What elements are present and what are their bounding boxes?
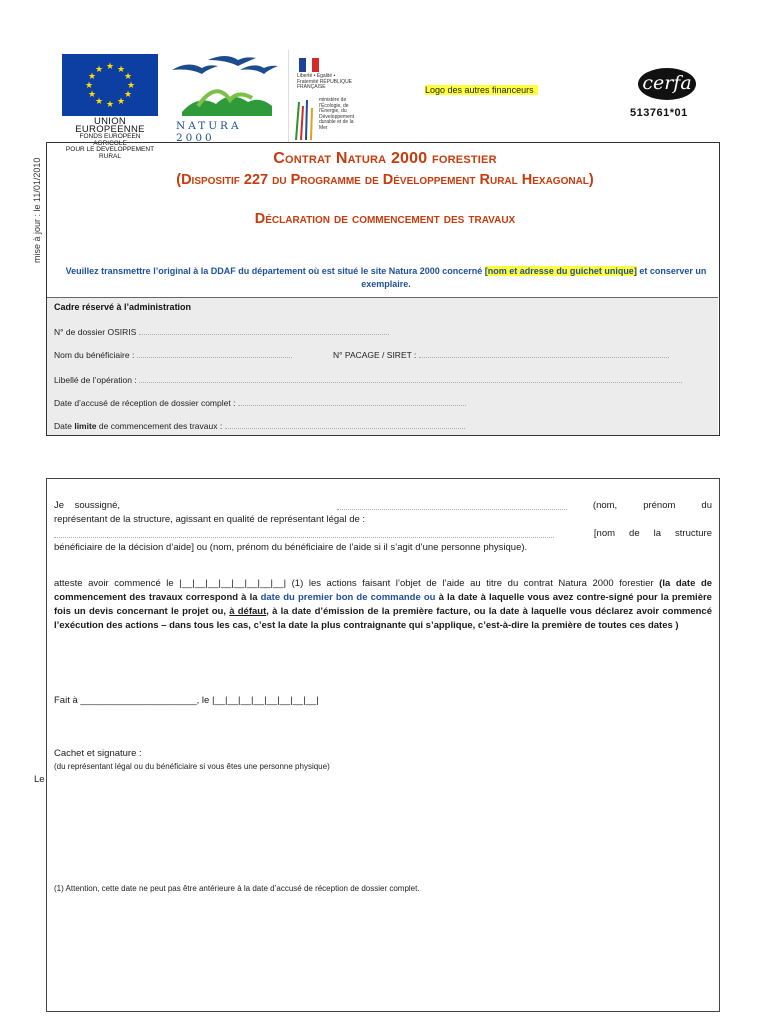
admin-title: Cadre réservé à l’administration	[54, 302, 192, 312]
soussigne-text: soussigné,	[74, 500, 121, 511]
cerfa-number: 513761*01	[630, 107, 688, 119]
eu-flag-icon	[62, 54, 158, 116]
declarant-line4: bénéficiaire de la décision d’aide] ou (nom, prénom du bénéficiaire de l’aide si il s’agit d’une personne physique).	[54, 542, 528, 553]
svg-text:★: ★	[126, 81, 136, 91]
explanation-blue: date du premier bon de commande ou	[260, 592, 436, 603]
transmit-text-end: et conserver un exemplaire.	[361, 266, 707, 289]
libelle-field[interactable]	[139, 374, 682, 383]
rf-text: Liberté • Égalité • Fraternité RÉPUBLIQUE FRANÇAISE	[297, 73, 353, 90]
svg-text:★: ★	[94, 97, 104, 107]
structure-text: structure	[675, 528, 712, 539]
pacage-label: N° PACAGE / SIRET :	[333, 350, 417, 360]
pacage-row	[333, 349, 669, 360]
natura-birds-icon	[168, 50, 280, 120]
osiris-row	[54, 326, 389, 337]
osiris-label: N° de dossier OSIRIS	[54, 327, 137, 337]
structure-name-field[interactable]	[54, 527, 554, 538]
svg-text:★: ★	[105, 100, 115, 110]
de-text: de	[629, 528, 640, 539]
cerfa-logo: cerfa	[638, 68, 696, 100]
limite-bold: limite	[74, 421, 97, 431]
marianne-icon	[299, 58, 319, 72]
cachet-note: (du représentant légal ou du bénéficiaire si vous êtes une personne physique)	[54, 762, 330, 771]
natura-2000-logo	[168, 50, 280, 144]
form-subtitle: (Dispositif 227 du Programme de Développement Rural Hexagonal)	[176, 172, 594, 188]
osiris-field[interactable]	[139, 326, 389, 335]
a-defaut-text: à défaut	[229, 606, 267, 617]
declarant-name-field[interactable]	[337, 499, 567, 510]
form-declaration-title: Déclaration de commencement des travaux	[254, 211, 516, 227]
eu-caption-title: UNION EUROPEENNE	[75, 116, 145, 135]
beneficiaire-label: Nom du bénéficiaire :	[54, 350, 135, 360]
libelle-row	[54, 374, 682, 385]
nom-paren-text: (nom,	[592, 500, 618, 511]
svg-text:★: ★	[87, 90, 97, 100]
limite-prefix: Date	[54, 421, 75, 431]
je-text: Je	[54, 500, 65, 511]
prenom-text: prénom	[643, 500, 676, 511]
svg-text:★: ★	[94, 65, 104, 75]
start-date-field[interactable]: |__|__|__|__|__|__|__|__|	[179, 578, 287, 589]
svg-text:★: ★	[116, 97, 126, 107]
cachet-label: Cachet et signature :	[54, 748, 142, 759]
explanation-bold1: (la date de commencement des travaux correspond à la	[54, 578, 713, 603]
limite-field[interactable]	[225, 420, 465, 429]
natura-caption: NATURA 2000	[176, 120, 242, 144]
ministry-bars-icon	[293, 96, 317, 140]
explanation-bold2: à la date à laquelle vous avez contre-signé pour la première fois un devis concernant le projet ou,	[54, 592, 712, 617]
declarant-line2: représentant de la structure, agissant en qualité de représentant légal de :	[54, 514, 366, 525]
svg-text:★: ★	[84, 81, 94, 91]
svg-text:★: ★	[87, 72, 97, 82]
libelle-label: Libellé de l’opération :	[54, 375, 137, 385]
rf-ministry: ministère de l'Écologie, de l'Énergie, du Développement durable et de la Mer	[319, 97, 355, 131]
transmit-text: Veuillez transmettre l’original à la DDAF du département où est situé le site Natura 2000 concerné	[65, 266, 485, 276]
svg-text:★: ★	[105, 62, 115, 72]
du-text: du	[701, 500, 712, 511]
le-text: Le	[34, 774, 45, 785]
transmit-instructions	[56, 265, 716, 291]
accuse-row	[54, 397, 466, 408]
la-text: la	[653, 528, 662, 539]
guichet-highlight: [nom et adresse du guichet unique]	[484, 266, 637, 276]
eu-logo	[62, 54, 158, 160]
eu-caption-fund: FONDS EUROPEEN AGRICOLE	[79, 133, 141, 147]
declarant-line1	[54, 499, 712, 513]
explanation-bold3: , à la date d’émission de la première facture, ou la date à laquelle vous déclarez avoir commencé l’exécution des actions – dans tous les cas, c’est la date la plus contraignante qui s’applique, c’est-à-dire la première de toutes ces dates )	[54, 606, 712, 631]
svg-text:★: ★	[116, 65, 126, 75]
declaration-box	[46, 478, 720, 1012]
svg-text:★: ★	[123, 72, 133, 82]
fait-a-line[interactable]: Fait à ______________________, le |__|__|__|__|__|__|__|__|	[54, 695, 319, 706]
declarant-line3	[54, 527, 712, 541]
autres-financeurs-placeholder: Logo des autres financeurs	[425, 85, 538, 95]
declarant-block	[54, 499, 712, 555]
atteste-suffix: (1) les actions faisant l’objet de l’aide au titre du contrat Natura 2000	[291, 578, 614, 589]
footnote: (1) Attention, cette date ne peut pas être antérieure à la date d’accusé de réception de dossier complet.	[54, 884, 420, 893]
admin-section	[47, 297, 718, 435]
republique-francaise-logo	[288, 50, 361, 142]
svg-text:★: ★	[123, 90, 133, 100]
limite-row	[54, 420, 465, 431]
beneficiaire-field[interactable]	[137, 349, 292, 358]
forestier-text: forestier	[619, 578, 660, 589]
beneficiaire-row	[54, 349, 292, 360]
nom-bracket-text: [nom	[593, 528, 616, 539]
form-title: Contrat Natura 2000 forestier	[273, 150, 497, 167]
atteste-prefix: atteste avoir commencé le	[54, 578, 174, 589]
eu-caption-fund2: POUR LE DEVELOPPEMENT RURAL	[65, 146, 155, 160]
accuse-field[interactable]	[238, 397, 466, 406]
update-note: mise à jour : le 11/01/2010	[32, 157, 42, 263]
accuse-label: Date d’accusé de réception de dossier complet :	[54, 398, 236, 408]
attestation-block	[54, 577, 712, 633]
pacage-field[interactable]	[419, 349, 669, 358]
limite-suffix: de commencement des travaux :	[96, 421, 223, 431]
